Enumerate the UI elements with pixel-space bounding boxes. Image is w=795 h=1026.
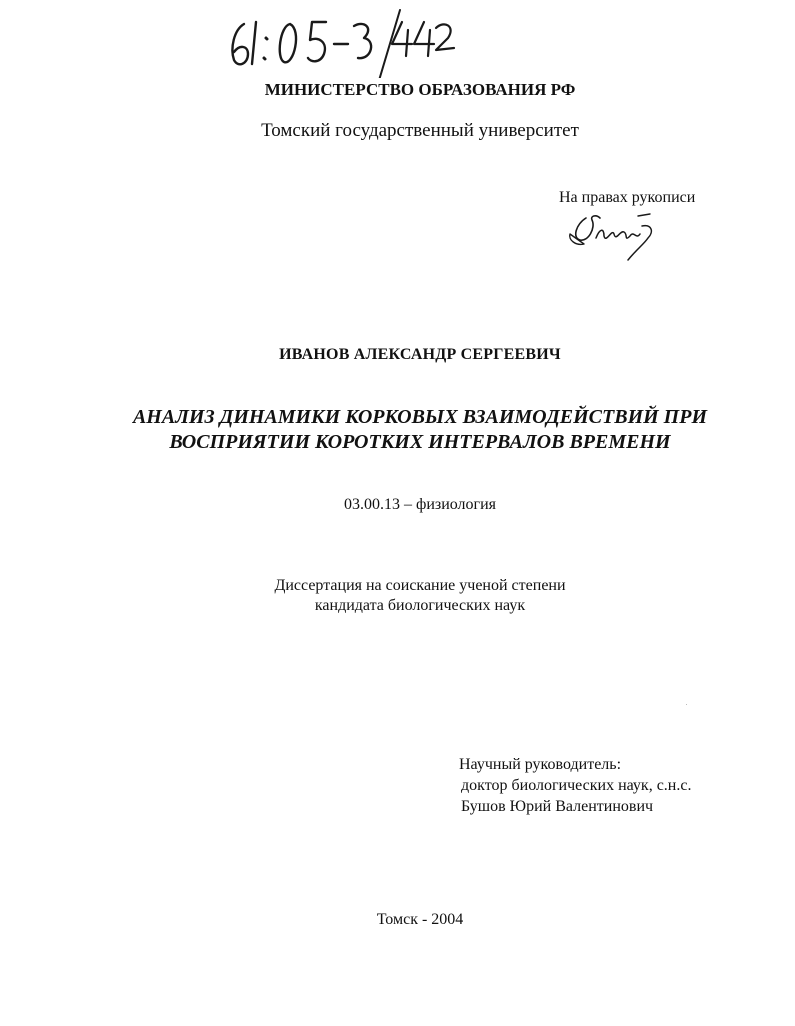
author-name: ИВАНОВ АЛЕКСАНДР СЕРГЕЕВИЧ xyxy=(279,346,561,363)
university-name: Томский государственный университет xyxy=(261,120,579,141)
author-signature xyxy=(566,210,666,262)
degree-line-1: Диссертация на соискание ученой степени xyxy=(274,577,566,594)
specialty-code: 03.00.13 – физиология xyxy=(343,496,497,513)
degree-statement xyxy=(0,576,795,616)
dissertation-title xyxy=(110,405,730,455)
title-line-1: АНАЛИЗ ДИНАМИКИ КОРКОВЫХ ВЗАИМОДЕЙСТВИЙ ПРИ xyxy=(132,406,708,428)
title-line-2: ВОСПРИЯТИИ КОРОТКИХ ИНТЕРВАЛОВ ВРЕМЕНИ xyxy=(169,431,671,453)
scan-speck xyxy=(686,704,687,705)
manuscript-rights-note: На правах рукописи xyxy=(559,189,696,206)
degree-line-2: кандидата биологических наук xyxy=(314,597,526,614)
ministry-heading: МИНИСТЕРСТВО ОБРАЗОВАНИЯ РФ xyxy=(264,80,576,99)
advisor-label: Научный руководитель: xyxy=(459,756,622,773)
advisor-rank: доктор биологических наук, с.н.с. xyxy=(461,777,692,794)
city-year: Томск - 2004 xyxy=(376,911,464,928)
advisor-name: Бушов Юрий Валентинович xyxy=(461,798,654,815)
handwritten-code-mark xyxy=(222,8,462,78)
scientific-advisor-block xyxy=(459,754,691,817)
